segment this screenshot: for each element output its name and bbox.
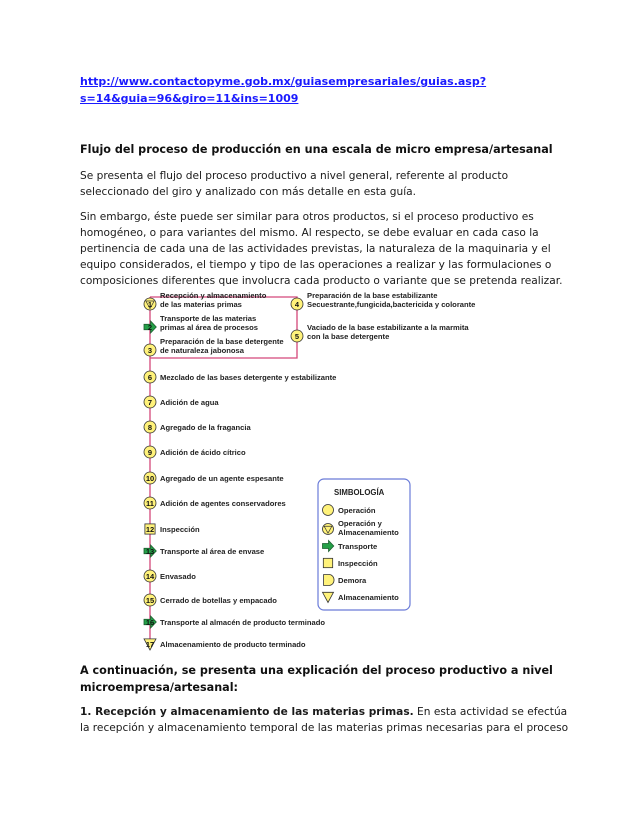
step-5-symbol [291,330,303,342]
step-9-symbol [144,446,156,458]
step-number: 6 [147,373,153,382]
label-line: primas al área de procesos [160,323,258,332]
step-14-symbol [144,570,156,582]
body-line: Sin embargo, éste puede ser similar para otros productos, si el proceso productivo es [80,211,534,223]
process-flow-diagram [140,283,476,657]
legend-demora-label [338,576,367,585]
step-number: 10 [145,474,155,483]
step-1-line: la recepción y almacenamiento temporal de las materias primas necesarias para el proceso [80,722,569,734]
section-title: Flujo del proceso de producción en una escala de micro empresa/artesanal [80,143,553,156]
label-line: Transporte de las materias [160,314,257,323]
step-16-label [160,618,325,627]
step-13-label [160,547,264,556]
legend-inspeccion-label [338,559,378,568]
legend-operacion-label [338,506,376,515]
label-line: Agregado de un agente espesante [160,474,284,483]
label-line: Almacenamiento de producto terminado [160,640,306,649]
step-1-text: En esta actividad se efectúa [413,706,568,718]
step-12-label [160,525,200,534]
label-line: Recepción y almacenamiento [160,291,267,300]
step-number: 8 [147,423,153,432]
step-15-symbol [144,594,156,606]
intro-line: Se presenta el flujo del proceso productivo a nivel general, referente al producto [80,170,509,182]
step-8-label [160,423,252,432]
label-line: Secuestrante,fungicida,bactericida y colorante [307,300,476,309]
label-line: con la base detergente [307,332,390,341]
step-3-label [160,337,284,355]
label-line: de las materias primas [160,300,242,309]
label-line: Operación [338,506,376,515]
square-icon [323,558,332,567]
label-line: Vaciado de la base estabilizante a la marmita [307,323,469,332]
label-line: Demora [338,576,367,585]
step-7-label [160,398,219,407]
body-line: pertinencia de cada una de las actividades previstas, la naturaleza de la maquinaria y el [80,243,551,255]
step-number: 1 [147,300,153,309]
label-line: Adición de ácido cítrico [160,448,246,457]
step-number: 12 [145,525,155,534]
step-13-symbol [144,545,156,557]
step-2-symbol [144,321,156,333]
label-line: Agregado de la fragancia [160,423,251,432]
step-15-label [160,596,277,605]
step-number: 16 [145,618,155,627]
legend-almacenamiento-label [338,593,399,602]
label-line: Mezclado de las bases detergente y estabilizante [160,373,337,382]
step-number: 4 [294,300,300,309]
legend-demora-symbol [324,575,334,586]
step-10-label [160,474,284,483]
source-link[interactable] [80,73,560,107]
step-9-label [160,448,246,457]
source-link-line-2[interactable]: s=14&guia=96&giro=11&ins=1009 [80,92,299,105]
label-line: Transporte al almacén de producto terminado [160,618,325,627]
label-line: Almacenamiento [338,528,399,537]
legend-operacion-almacenamiento-symbol [323,524,334,535]
step-number: 2 [147,323,153,332]
step-12-symbol [145,524,155,534]
step-4-symbol [291,298,303,310]
intro-paragraph [80,168,564,200]
step-11-symbol [144,497,156,509]
step-number: 9 [147,448,153,457]
step-number: 14 [145,572,155,581]
step-10-symbol [144,472,156,484]
label-line: Preparación de la base estabilizante [307,291,438,300]
label-line: Inspección [160,525,200,534]
step-number: 11 [146,499,154,508]
circle-icon [323,505,334,516]
explanation-heading-line: A continuación, se presenta una explicación del proceso productivo a nivel [80,664,553,677]
step-4-label [307,291,475,309]
label-line: Inspección [338,559,378,568]
step-number: 3 [147,346,153,355]
step-number: 13 [145,547,155,556]
source-link-line-1[interactable]: http://www.contactopyme.gob.mx/guiasempresariales/guias.asp? [80,75,487,88]
body-line: composiciones diferentes que involucra cada producto o variante que se pretenda realizar. [80,275,563,287]
legend-transporte-label [338,542,377,551]
label-line: Adición de agentes conservadores [160,499,286,508]
label-line: Preparación de la base detergente [160,337,284,346]
step-number: 5 [294,332,300,341]
step-6-label [160,373,336,382]
label-line: Almacenamiento [338,593,399,602]
body-line: homogéneo, o para variantes del mismo. Al respecto, se debe evaluar en cada caso la [80,227,539,239]
explanation-heading [80,662,564,696]
step-17-symbol [144,639,156,650]
step-2-label [160,314,258,332]
step-1-line [80,704,568,720]
step-5-label [307,323,469,341]
label-line: Envasado [160,572,196,581]
label-line: de naturaleza jabonosa [160,346,244,355]
step-16-symbol [144,616,156,628]
step-number: 7 [147,398,153,407]
intro-line: seleccionado del giro y analizado con más detalle en esta guía. [80,186,417,198]
step-3-symbol [144,344,156,356]
step-14-label [160,572,196,581]
step-1-title: 1. Recepción y almacenamiento de las materias primas. [80,706,414,718]
step-11-label [160,499,286,508]
label-line: Operación y [338,519,382,528]
delay-icon [324,575,334,586]
legend-operacion-symbol [323,505,334,516]
step-1-paragraph [80,704,569,736]
label-line: Transporte al área de envase [160,547,265,556]
step-number: 17 [145,640,155,649]
step-1-label [160,291,267,309]
label-line: Adición de agua [160,398,219,407]
step-17-label [160,640,306,649]
label-line: Transporte [338,542,378,551]
label-line: Cerrado de botellas y empacado [160,596,277,605]
step-8-symbol [144,421,156,433]
step-7-symbol [144,396,156,408]
step-number: 15 [145,596,155,605]
body-paragraph [80,209,564,289]
body-line: equipo considerados, el tiempo y tipo de las operaciones a realizar y las formulaciones o [80,259,552,271]
step-6-symbol [144,371,156,383]
legend-title: SIMBOLOGÍA [334,488,385,497]
explanation-heading-line: microempresa/artesanal: [80,681,239,694]
step-1-symbol [144,298,156,310]
legend-inspeccion-symbol [323,558,332,567]
